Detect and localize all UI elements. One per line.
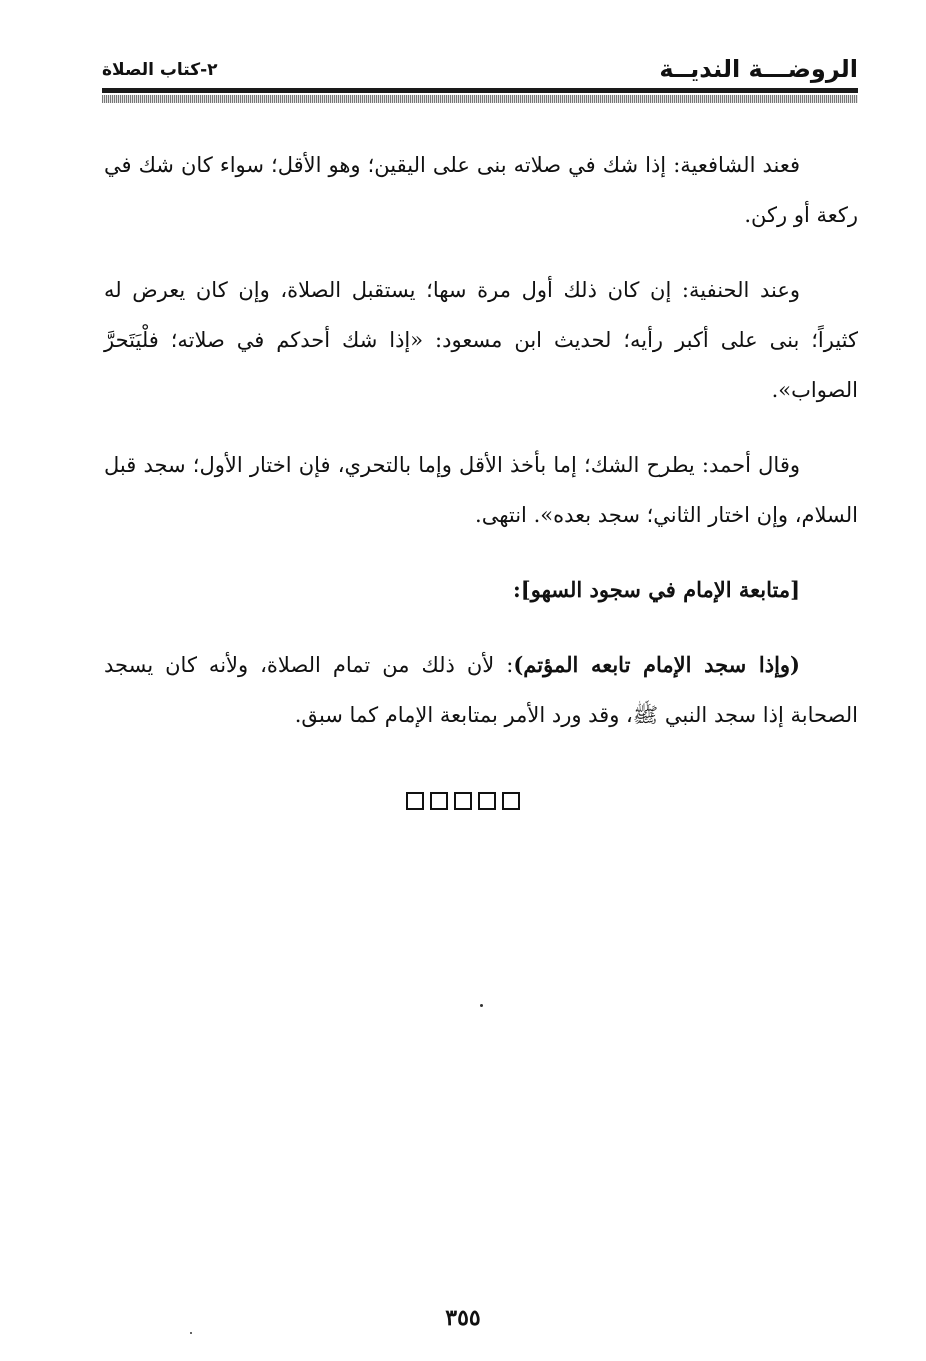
scan-speck [480, 1004, 483, 1007]
header-rule [102, 88, 858, 93]
heading-bracket-close: ]: [513, 577, 531, 602]
paragraph-ahmad: وقال أحمد: يطرح الشك؛ إما بأخذ الأقل وإما بالتحري، فإن اختار الأول؛ سجد قبل السلام، وإن اختار الثاني؛ سجد بعده». انتهى. [104, 453, 858, 527]
separator-box [406, 792, 424, 810]
heading-title: متابعة الإمام في سجود السهو [530, 577, 791, 602]
separator-box [478, 792, 496, 810]
paragraph-following-imam [104, 640, 858, 740]
separator-box [502, 792, 520, 810]
header-rule-pattern [102, 95, 858, 103]
page-body [104, 140, 858, 740]
separator-box [454, 792, 472, 810]
page-number: ٣٥٥ [445, 1305, 481, 1331]
running-header [102, 52, 858, 92]
book-title: الروضـــة النديــة [659, 55, 858, 83]
separator-box [430, 792, 448, 810]
commentary-text: : لأن ذلك من تمام الصلاة، ولأنه كان يسجد الصحابة إذا سجد النبي ﷺ، وقد ورد الأمر بمتابعة الإمام كما سبق. [104, 653, 858, 727]
section-separator [0, 792, 926, 816]
paragraph-hanafi: وعند الحنفية: إن كان ذلك أول مرة سها؛ يستقبل الصلاة، وإن كان يعرض له كثيراً؛ بنى على أكبر رأيه؛ لحديث ابن مسعود: «إذا شك أحدكم في صلاته؛ فلْيَتَحرَّ الصواب». [104, 278, 858, 402]
paragraph-shafii: فعند الشافعية: إذا شك في صلاته بنى على اليقين؛ وهو الأقل؛ سواء كان شك في ركعة أو ركن. [104, 153, 858, 227]
chapter-title: ٢-كتاب الصلاة [102, 60, 218, 80]
section-heading [104, 565, 858, 615]
heading-bracket-open: [ [790, 577, 800, 602]
matn-text: (وإذا سجد الإمام تابعه المؤتم) [513, 652, 800, 677]
